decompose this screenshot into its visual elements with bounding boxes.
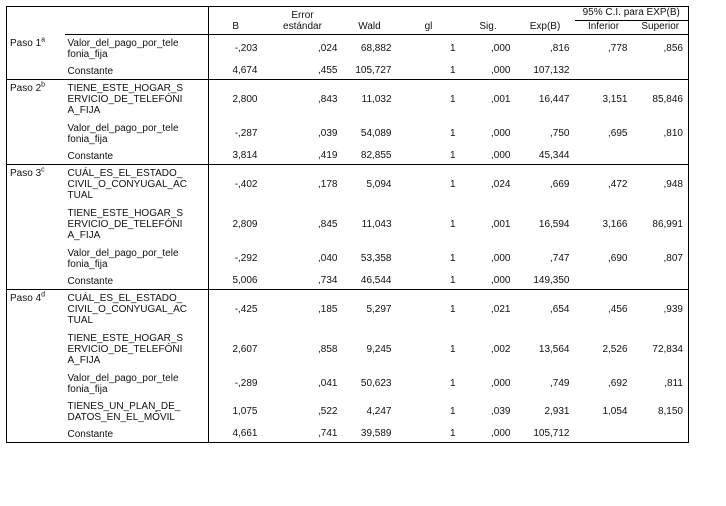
cell-ci-superior: ,811: [633, 370, 689, 398]
table-row: [7, 330, 689, 370]
header-inferior: Inferior: [575, 21, 633, 35]
cell-wald: 4,247: [366, 406, 392, 417]
cell-b: -,289: [209, 370, 263, 398]
cell-expb: 2,931: [544, 406, 570, 417]
cell-b: -,292: [209, 245, 263, 273]
cell-ci-inferior: ,695: [608, 128, 628, 139]
cell-sig: ,000: [491, 150, 511, 162]
cell-wald: 11,032: [343, 80, 397, 120]
cell-std-error: ,419: [318, 150, 338, 162]
cell-ci-inferior: 2,526: [602, 344, 628, 355]
table-row: [7, 273, 689, 290]
cell-wald: 46,544: [360, 275, 392, 287]
step-label-text: Paso 2: [10, 83, 42, 94]
cell-wald: 9,245: [366, 344, 392, 355]
cell-ci-inferior: ,690: [608, 253, 628, 264]
table-row: [7, 290, 689, 330]
step-label: [7, 35, 65, 80]
cell-expb: 149,350: [533, 275, 570, 287]
cell-b: 3,814: [209, 148, 263, 165]
variable-name: TIENES_UN_PLAN_DE_ DATOS_EN_EL_MÓVIL: [67, 400, 181, 423]
header-gl: gl: [397, 7, 461, 35]
step-label: [7, 80, 65, 165]
cell-wald: 50,623: [360, 378, 392, 389]
cell-sig: ,039: [491, 406, 511, 417]
cell-ci-inferior: 3,166: [602, 219, 628, 230]
cell-sig: ,000: [491, 65, 511, 77]
cell-wald: 105,727: [355, 65, 392, 77]
header-error: Error estándar: [263, 7, 343, 35]
cell-ci-superior: [633, 63, 689, 80]
header-row-top: [7, 7, 689, 21]
cell-gl: 1: [449, 344, 456, 355]
cell-ci-superior: ,939: [633, 290, 689, 330]
cell-expb: 16,447: [516, 80, 575, 120]
cell-std-error: ,858: [318, 344, 338, 355]
regression-table-container: [6, 6, 689, 443]
cell-gl: 1: [449, 150, 456, 162]
cell-ci-superior: 8,150: [633, 398, 689, 426]
cell-ci-superior: ,856: [633, 35, 689, 63]
cell-b: -,287: [209, 120, 263, 148]
variable-name: CUÁL_ES_EL_ESTADO_ CIVIL_O_CONYUGAL_AC TUAL: [65, 165, 209, 205]
cell-ci-superior: ,807: [633, 245, 689, 273]
cell-b: -,203: [209, 35, 263, 63]
cell-std-error: ,024: [318, 43, 338, 55]
variable-name: Constante: [67, 150, 114, 162]
header-step-spacer: [7, 7, 65, 35]
cell-gl: 1: [397, 80, 461, 120]
variable-name: Constante: [67, 275, 114, 287]
cell-std-error: ,455: [318, 65, 338, 77]
cell-expb: ,654: [516, 290, 575, 330]
table-body: [7, 35, 689, 443]
cell-gl: 1: [397, 290, 461, 330]
cell-ci-inferior: [575, 273, 633, 290]
cell-ci-superior: 86,991: [633, 205, 689, 245]
cell-ci-inferior: ,692: [608, 378, 628, 389]
cell-std-error: ,845: [318, 219, 338, 230]
cell-sig: ,001: [491, 219, 511, 230]
cell-sig: ,001: [461, 80, 516, 120]
cell-wald: 53,358: [360, 253, 392, 264]
cell-std-error: ,522: [318, 406, 338, 417]
table-row: [7, 205, 689, 245]
cell-sig: ,000: [461, 426, 516, 443]
cell-ci-superior: ,948: [633, 165, 689, 205]
header-sig: Sig.: [461, 7, 516, 35]
cell-ci-inferior: 1,054: [602, 406, 628, 417]
cell-std-error: ,741: [263, 426, 343, 443]
step-footnote: a: [41, 36, 46, 44]
variable-name: CUÁL_ES_EL_ESTADO_ CIVIL_O_CONYUGAL_AC TUAL: [65, 290, 209, 330]
step-footnote: d: [41, 291, 46, 299]
variable-name: Valor_del_pago_por_tele fonia_fija: [67, 247, 179, 270]
cell-gl: 1: [449, 219, 456, 230]
cell-b: 4,674: [209, 63, 263, 80]
cell-b: 4,661: [209, 426, 263, 443]
cell-std-error: ,185: [263, 290, 343, 330]
cell-b: 1,075: [209, 398, 263, 426]
table-row: [7, 426, 689, 443]
variable-name: Constante: [67, 65, 114, 77]
cell-expb: ,747: [550, 253, 570, 264]
cell-wald: 68,882: [360, 43, 392, 55]
cell-expb: 45,344: [538, 150, 570, 162]
cell-sig: ,000: [491, 378, 511, 389]
cell-b: 5,006: [209, 273, 263, 290]
cell-gl: 1: [449, 275, 456, 287]
cell-expb: 16,594: [538, 219, 570, 230]
table-row: [7, 148, 689, 165]
step-label-text: Paso 4: [10, 293, 42, 304]
cell-b: -,425: [209, 290, 263, 330]
cell-sig: ,000: [491, 253, 511, 264]
cell-expb: ,816: [550, 43, 570, 55]
cell-expb: ,669: [516, 165, 575, 205]
cell-wald: 54,089: [360, 128, 392, 139]
step-footnote: c: [41, 166, 45, 174]
cell-ci-superior: 85,846: [633, 80, 689, 120]
header-b: B: [209, 7, 263, 35]
cell-std-error: ,734: [318, 275, 338, 287]
step-label-text: Paso 3: [10, 168, 42, 179]
cell-expb: 107,132: [533, 65, 570, 77]
header-expb: Exp(B): [516, 7, 575, 35]
cell-ci-superior: [633, 273, 689, 290]
cell-sig: ,021: [461, 290, 516, 330]
variable-name: Valor_del_pago_por_tele fonia_fija: [67, 122, 179, 145]
cell-gl: 1: [397, 426, 461, 443]
step-label-text: Paso 1: [10, 37, 42, 49]
cell-std-error: ,040: [318, 253, 338, 264]
cell-wald: 5,297: [343, 290, 397, 330]
cell-std-error: ,039: [318, 128, 338, 139]
cell-sig: ,024: [461, 165, 516, 205]
cell-sig: ,000: [491, 275, 511, 287]
cell-ci-inferior: ,456: [575, 290, 633, 330]
cell-sig: ,000: [491, 128, 511, 139]
table-row: [7, 80, 689, 120]
variable-name: Constante: [65, 426, 209, 443]
cell-ci-inferior: [575, 148, 633, 165]
variable-name: Valor_del_pago_por_tele fonia_fija: [67, 372, 179, 395]
cell-wald: 39,589: [343, 426, 397, 443]
cell-gl: 1: [449, 65, 456, 77]
cell-ci-inferior: ,472: [575, 165, 633, 205]
table-row: [7, 245, 689, 273]
cell-expb: 105,712: [516, 426, 575, 443]
cell-gl: 1: [449, 406, 456, 417]
cell-b: 2,800: [209, 80, 263, 120]
cell-b: 2,809: [209, 205, 263, 245]
variable-name: TIENE_ESTE_HOGAR_S ERVICIO_DE_TELEFÓNI A_FIJA: [67, 207, 184, 241]
cell-ci-inferior: ,778: [608, 43, 628, 55]
cell-gl: 1: [449, 128, 456, 139]
logistic-regression-table: [6, 6, 689, 443]
table-row: [7, 63, 689, 80]
cell-gl: 1: [449, 43, 456, 55]
table-row: [7, 370, 689, 398]
cell-std-error: ,041: [318, 378, 338, 389]
cell-ci-superior: ,810: [633, 120, 689, 148]
cell-sig: ,002: [491, 344, 511, 355]
cell-ci-inferior: [575, 426, 633, 443]
cell-sig: ,000: [491, 43, 511, 55]
step-label: [7, 290, 65, 443]
cell-ci-superior: 72,834: [633, 330, 689, 370]
cell-ci-inferior: 3,151: [575, 80, 633, 120]
header-ci-group: 95% C.I. para EXP(B): [575, 7, 689, 21]
header-superior: Superior: [633, 21, 689, 35]
cell-gl: 1: [449, 253, 456, 264]
variable-name: Valor_del_pago_por_tele fonia_fija: [67, 38, 179, 60]
variable-name: TIENE_ESTE_HOGAR_S ERVICIO_DE_TELEFÓNI A_FIJA: [65, 80, 209, 120]
cell-expb: 13,564: [538, 344, 570, 355]
variable-name: TIENE_ESTE_HOGAR_S ERVICIO_DE_TELEFÓNI A_FIJA: [67, 332, 184, 366]
cell-b: 2,607: [209, 330, 263, 370]
cell-expb: ,750: [550, 128, 570, 139]
cell-gl: 1: [397, 165, 461, 205]
step-label: [7, 165, 65, 290]
cell-b: -,402: [209, 165, 263, 205]
cell-wald: 11,043: [361, 219, 392, 230]
step-footnote: b: [41, 81, 46, 89]
header-variable-spacer: [65, 7, 209, 35]
cell-expb: ,749: [550, 378, 570, 389]
header-wald: Wald: [343, 7, 397, 35]
cell-ci-superior: [633, 426, 689, 443]
table-row: [7, 398, 689, 426]
cell-gl: 1: [449, 378, 456, 389]
cell-std-error: ,843: [263, 80, 343, 120]
cell-ci-inferior: [575, 63, 633, 80]
table-row: [7, 165, 689, 205]
table-row: [7, 35, 689, 63]
cell-wald: 82,855: [360, 150, 392, 162]
cell-std-error: ,178: [263, 165, 343, 205]
cell-wald: 5,094: [343, 165, 397, 205]
table-row: [7, 120, 689, 148]
cell-ci-superior: [633, 148, 689, 165]
